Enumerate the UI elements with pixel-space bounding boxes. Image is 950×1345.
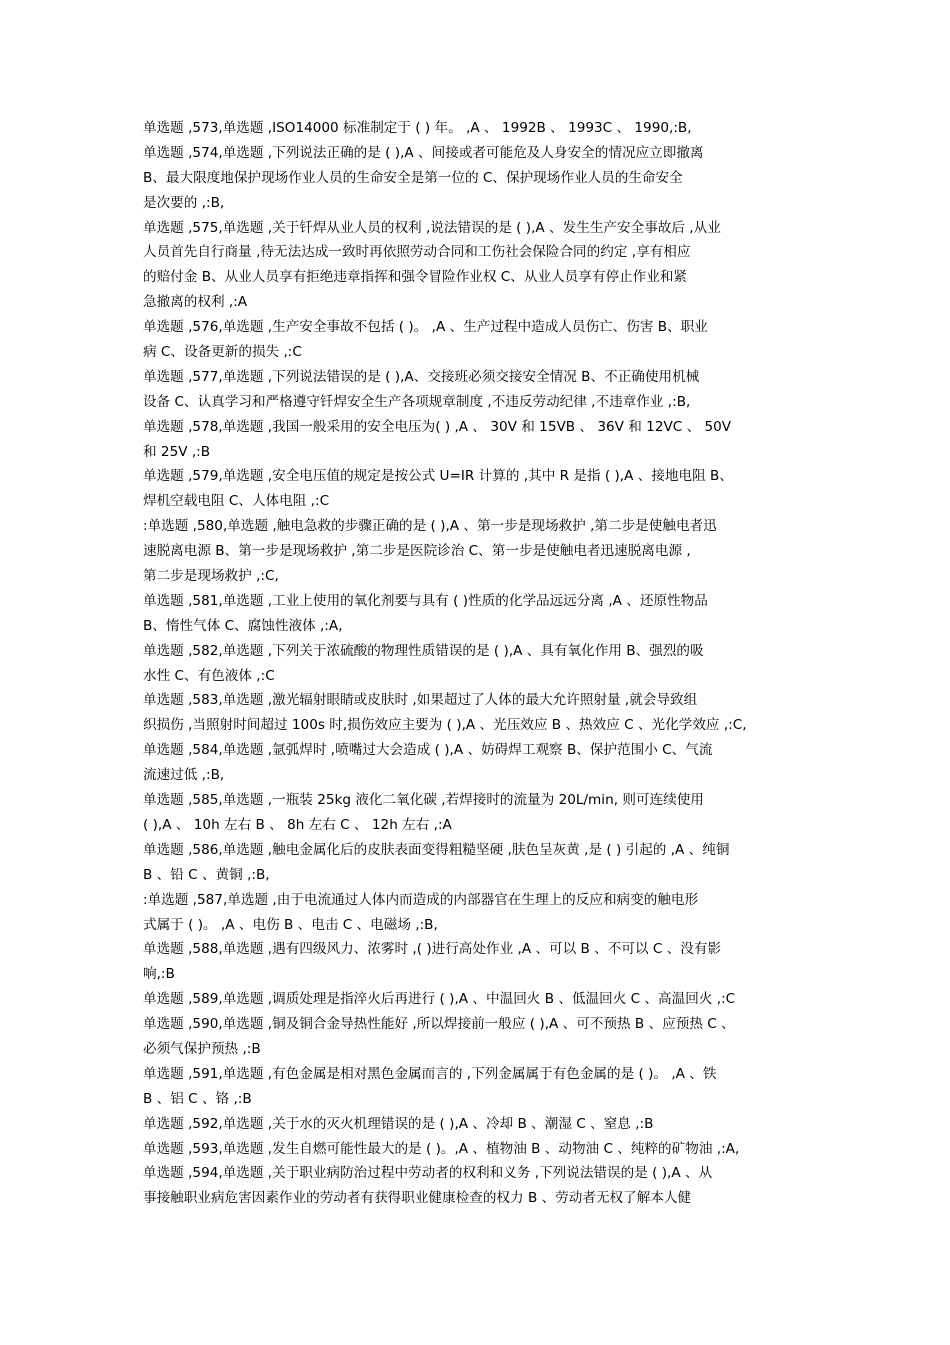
text-line: B 、铝 C 、铬 ,:B bbox=[143, 1090, 252, 1107]
text-line: 和 25V ,:B bbox=[143, 443, 211, 460]
text-line: 第二步是现场救护 ,:C, bbox=[143, 568, 279, 585]
text-line: 人员首先自行商量 ,待无法达成一致时再依照劳动合同和工伤社会保险合同的约定 ,享有相应 bbox=[143, 244, 691, 261]
text-line: 单选题 ,588,单选题 ,遇有四级风力、浓雾时 ,( )进行高处作业 ,A 、可以 B 、不可以 C 、没有影 bbox=[143, 941, 722, 958]
text-line: 单选题 ,586,单选题 ,触电金属化后的皮肤表面变得粗糙坚硬 ,肤色呈灰黄 ,是 ( ) 引起的 ,A 、纯铜 bbox=[143, 841, 730, 858]
text-line: 响,:B bbox=[143, 966, 175, 983]
text-line: 是次要的 ,:B, bbox=[143, 194, 225, 211]
text-line: 单选题 ,591,单选题 ,有色金属是相对黑色金属而言的 ,下列金属属于有色金属的是 ( )。 ,A 、铁 bbox=[143, 1065, 717, 1082]
text-line: B、最大限度地保护现场作业人员的生命安全是第一位的 C、保护现场作业人员的生命安全 bbox=[143, 169, 683, 186]
text-line: B、惰性气体 C、腐蚀性液体 ,:A, bbox=[143, 617, 343, 634]
text-line: 事接触职业病危害因素作业的劳动者有获得职业健康检查的权力 B 、劳动者无权了解本人健 bbox=[143, 1190, 692, 1207]
text-line: 单选题 ,573,单选题 ,ISO14000 标准制定于 ( ) 年。 ,A 、 1992B 、 1993C 、 1990,:B, bbox=[143, 120, 692, 136]
text-line: 式属于 ( )。 ,A 、电伤 B 、电击 C 、电磁场 ,:B, bbox=[143, 916, 438, 933]
text-line: 单选题 ,593,单选题 ,发生自燃可能性最大的是 ( )。,A 、植物油 B 、动物油 C 、纯粹的矿物油 ,:A, bbox=[143, 1140, 740, 1157]
text-line: 织损伤 ,当照射时间超过 100s 时,损伤效应主要为 ( ),A 、光压效应 B 、热效应 C 、光化学效应 ,:C, bbox=[143, 717, 747, 734]
text-line: :单选题 ,580,单选题 ,触电急救的步骤正确的是 ( ),A 、第一步是现场救护 ,第二步是使触电者迅 bbox=[143, 518, 717, 535]
text-line: 必须气保护预热 ,:B bbox=[143, 1040, 261, 1057]
text-line: 的赔付金 B、从业人员享有拒绝违章指挥和强令冒险作业权 C、从业人员享有停止作业和紧 bbox=[143, 269, 688, 286]
text-line: 水性 C、有色液体 ,:C bbox=[143, 667, 275, 684]
text-line: 单选题 ,585,单选题 ,一瓶装 25kg 液化二氧化碳 ,若焊接时的流量为 20L/min, 则可连续使用 bbox=[143, 792, 704, 809]
text-line: 单选题 ,579,单选题 ,安全电压值的规定是按公式 U=IR 计算的 ,其中 R 是指 ( ),A 、接地电阻 B、 bbox=[143, 468, 733, 485]
text-line: 单选题 ,582,单选题 ,下列关于浓硫酸的物理性质错误的是 ( ),A 、具有氧化作用 B、强烈的吸 bbox=[143, 642, 704, 659]
text-line: 单选题 ,594,单选题 ,关于职业病防治过程中劳动者的权利和义务 ,下列说法错误的是 ( ),A 、从 bbox=[143, 1165, 713, 1182]
text-line: 流速过低 ,:B, bbox=[143, 767, 225, 784]
text-line: :单选题 ,587,单选题 ,由于电流通过人体内而造成的内部器官在生理上的反应和病变的触电形 bbox=[143, 891, 699, 908]
text-line: 单选题 ,576,单选题 ,生产安全事故不包括 ( )。 ,A 、生产过程中造成人员伤亡、伤害 B、职业 bbox=[143, 319, 708, 336]
text-line: 单选题 ,589,单选题 ,调质处理是指淬火后再进行 ( ),A 、中温回火 B 、低温回火 C 、高温回火 ,:C bbox=[143, 991, 736, 1008]
text-line: 设备 C、认真学习和严格遵守钎焊安全生产各项规章制度 ,不违反劳动纪律 ,不违章作业 ,:B, bbox=[143, 393, 691, 410]
text-line: 单选题 ,574,单选题 ,下列说法正确的是 ( ),A 、间接或者可能危及人身安全的情况应立即撤离 bbox=[143, 144, 704, 161]
text-line: 单选题 ,584,单选题 ,氩弧焊时 ,喷嘴过大会造成 ( ),A 、妨碍焊工观察 B、保护范围小 C、气流 bbox=[143, 742, 713, 759]
text-line: 单选题 ,577,单选题 ,下列说法错误的是 ( ),A、交接班必须交接安全情况 B、不正确使用机械 bbox=[143, 368, 700, 385]
text-line: 单选题 ,583,单选题 ,激光辐射眼睛或皮肤时 ,如果超过了人体的最大允许照射量 ,就会导致组 bbox=[143, 692, 698, 709]
text-line: 单选题 ,578,单选题 ,我国一般采用的安全电压为( ) ,A 、 30V 和 15VB 、 36V 和 12VC 、 50V bbox=[143, 418, 732, 435]
text-line: B 、铅 C 、黄铜 ,:B, bbox=[143, 866, 270, 883]
text-line: 单选题 ,581,单选题 ,工业上使用的氧化剂要与具有 ( )性质的化学品远远分离 ,A 、还原性物品 bbox=[143, 592, 708, 609]
text-line: 单选题 ,575,单选题 ,关于钎焊从业人员的权利 ,说法错误的是 ( ),A 、发生生产安全事故后 ,从业 bbox=[143, 219, 721, 236]
text-line: 病 C、设备更新的损失 ,:C bbox=[143, 344, 302, 361]
text-line: 单选题 ,590,单选题 ,铜及铜合金导热性能好 ,所以焊接前一般应 ( ),A 、可不预热 B 、应预热 C 、 bbox=[143, 1016, 735, 1033]
text-line: 急撤离的权利 ,:A bbox=[143, 294, 248, 311]
text-line: 速脱离电源 B、第一步是现场救护 ,第二步是医院诊治 C、第一步是使触电者迅速脱离电源 , bbox=[143, 543, 691, 560]
text-line: 焊机空载电阻 C、人体电阻 ,:C bbox=[143, 493, 330, 510]
question-text-block bbox=[143, 116, 823, 1211]
text-line: 单选题 ,592,单选题 ,关于水的灭火机理错误的是 ( ),A 、冷却 B 、潮湿 C 、窒息 ,:B bbox=[143, 1115, 654, 1132]
text-line: ( ),A 、 10h 左右 B 、 8h 左右 C 、 12h 左右 ,:A bbox=[143, 816, 452, 833]
